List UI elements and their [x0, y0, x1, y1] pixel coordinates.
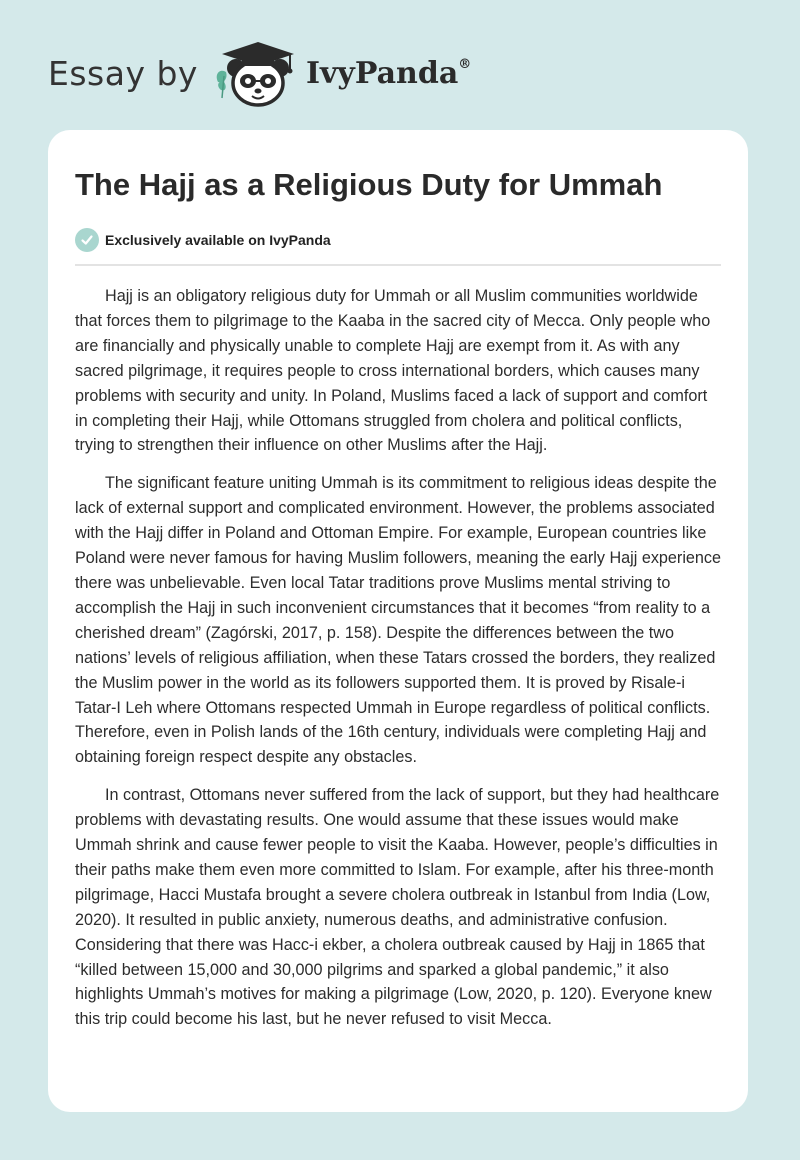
check-circle-icon	[75, 228, 99, 252]
exclusive-badge-text: Exclusively available on IvyPanda	[105, 232, 331, 248]
brand-name-text: IvyPanda	[305, 55, 459, 91]
brand-name	[306, 56, 471, 91]
title-divider	[75, 264, 721, 266]
essay-paragraph: In contrast, Ottomans never suffered from the lack of support, but they had healthcare problems with devastating results. One would assume that these issues would make Ummah shrink and cause fewer people to visit the Kaaba. However, people’s difficulties in their paths make them even more committed to Islam. For example, after his three-month pilgrimage, Hacci Mustafa brought a severe cholera outbreak in Istanbul from India (Low, 2020). It resulted in public anxiety, numerous deaths, and administrative confusion. Considering that there was Hacc-i ekber, a cholera outbreak caused by Hajj in 1865 that “killed between 15,000 and 30,000 pilgrims and sparked a global pandemic,” it also highlights Ummah’s motives for making a pilgrimage (Low, 2020, p. 120). Everyone knew this trip could become his last, but he never refused to visit Mecca.	[75, 786, 720, 1029]
registered-mark: ®	[458, 56, 472, 72]
essay-card	[48, 130, 748, 1112]
site-brand[interactable]	[48, 38, 471, 108]
essay-paragraph: The significant feature uniting Ummah is its commitment to religious ideas despite the lack of external support and complicated environment. However, the problems associated with the Hajj differ in Poland and Ottoman Empire. For example, European countries like Poland were never famous for having Muslim followers, meaning the early Hajj experience there was unbelievable. Even local Tatar traditions prove Muslims mental striving to accomplish the Hajj in such inconvenient circumstances that it becomes “from reality to a cherished dream” (Zagórski, 2017, p. 158). Despite the differences between the two nations’ levels of religious affiliation, when these Tatars crossed the borders, they realized the Muslim power in the world as its followers supported them. It is proved by Risale-i Tatar-I Leh where Ottomans respected Ummah in Europe regardless of political conflicts. Therefore, even in Polish lands of the 16th century, individuals were completing Hajj and obtaining foreign respect despite any obstacles.	[75, 474, 722, 767]
essay-title: The Hajj as a Religious Duty for Ummah	[75, 167, 663, 202]
brand-prefix: Essay by	[48, 53, 198, 93]
panda-graduate-icon	[212, 38, 304, 108]
exclusive-badge	[75, 228, 721, 252]
essay-paragraph: Hajj is an obligatory religious duty for Ummah or all Muslim communities worldwide that forces them to pilgrimage to the Kaaba in the sacred city of Mecca. Only people who are financially and physically unable to complete Hajj are exempt from it. As with any sacred pilgrimage, it requires people to cross international borders, which causes many problems with security and unity. In Poland, Muslims faced a lack of support and comfort in completing their Hajj, while Ottomans struggled from cholera and political conflicts, trying to strengthen their influence on other Muslims after the Hajj.	[75, 287, 711, 455]
